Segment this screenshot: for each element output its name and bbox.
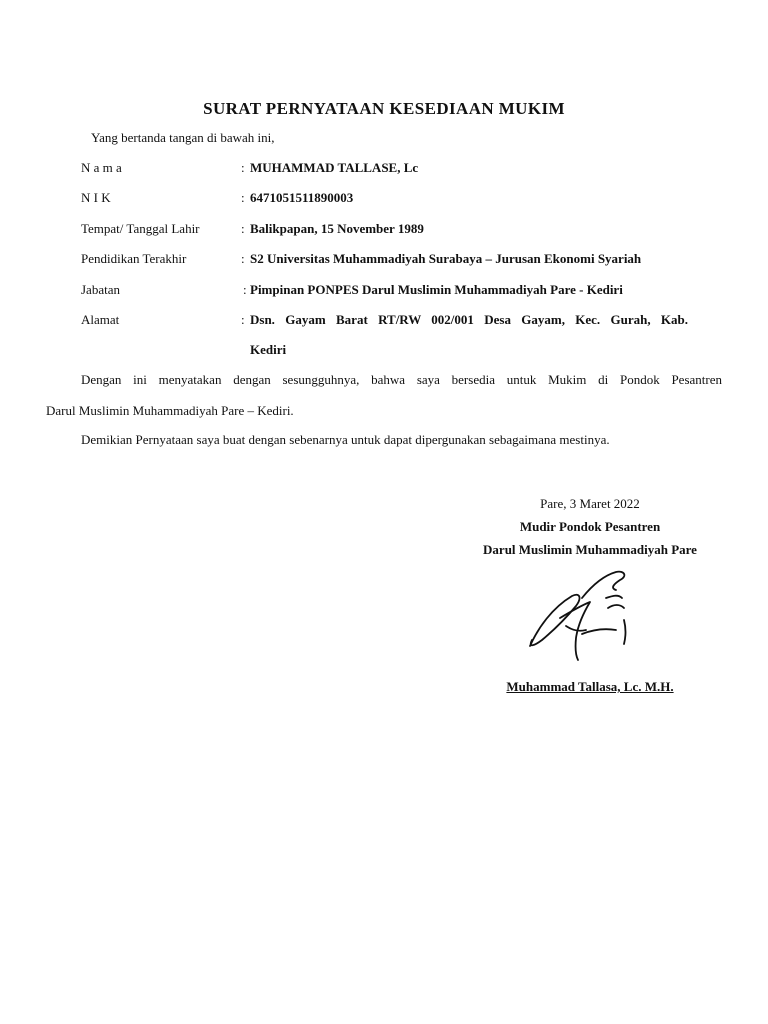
field-value-alamat: Dsn. Gayam Barat RT/RW 002/001 Desa Gayam, Kec. Gurah, Kab.	[250, 312, 688, 327]
field-colon: :	[241, 312, 245, 327]
signer-position-line1: Mudir Pondok Pesantren	[519, 519, 661, 534]
field-value-alamat-line2: Kediri	[250, 342, 287, 357]
field-label-nik: N I K	[81, 190, 111, 205]
signer-name: Muhammad Tallasa, Lc. M.H.	[506, 679, 674, 694]
field-colon: :	[241, 221, 245, 236]
field-colon: :	[241, 251, 245, 266]
statement-line-1: Dengan ini menyatakan dengan sesungguhnya, bahwa saya bersedia untuk Mukim di Pondok Pesantren	[81, 372, 722, 387]
field-value-pendidikan: S2 Universitas Muhammadiyah Surabaya – Jurusan Ekonomi Syariah	[250, 251, 642, 266]
place-date: Pare, 3 Maret 2022	[540, 496, 640, 511]
field-colon: :	[243, 282, 247, 297]
field-label-nama: N a m a	[81, 160, 122, 175]
field-label-pendidikan: Pendidikan Terakhir	[81, 251, 187, 266]
field-value-jabatan: Pimpinan PONPES Darul Muslimin Muhammadiyah Pare - Kediri	[250, 282, 623, 297]
field-value-ttl: Balikpapan, 15 November 1989	[250, 221, 424, 236]
document-title: SURAT PERNYATAAN KESEDIAAN MUKIM	[203, 99, 565, 118]
field-colon: :	[241, 190, 245, 205]
field-label-jabatan: Jabatan	[81, 282, 120, 297]
closing-text: Demikian Pernyataan saya buat dengan sebenarnya untuk dapat dipergunakan sebagaimana mestinya.	[81, 432, 610, 447]
field-label-alamat: Alamat	[81, 312, 120, 327]
intro-text: Yang bertanda tangan di bawah ini,	[91, 130, 275, 145]
handwritten-signature	[520, 568, 640, 668]
statement-line-2: Darul Muslimin Muhammadiyah Pare – Kediri.	[46, 403, 294, 418]
field-label-ttl: Tempat/ Tanggal Lahir	[81, 221, 200, 236]
field-value-nama: MUHAMMAD TALLASE, Lc	[250, 160, 419, 175]
field-value-nik: 6471051511890003	[250, 190, 354, 205]
signer-position-line2: Darul Muslimin Muhammadiyah Pare	[483, 542, 697, 557]
field-colon: :	[241, 160, 245, 175]
